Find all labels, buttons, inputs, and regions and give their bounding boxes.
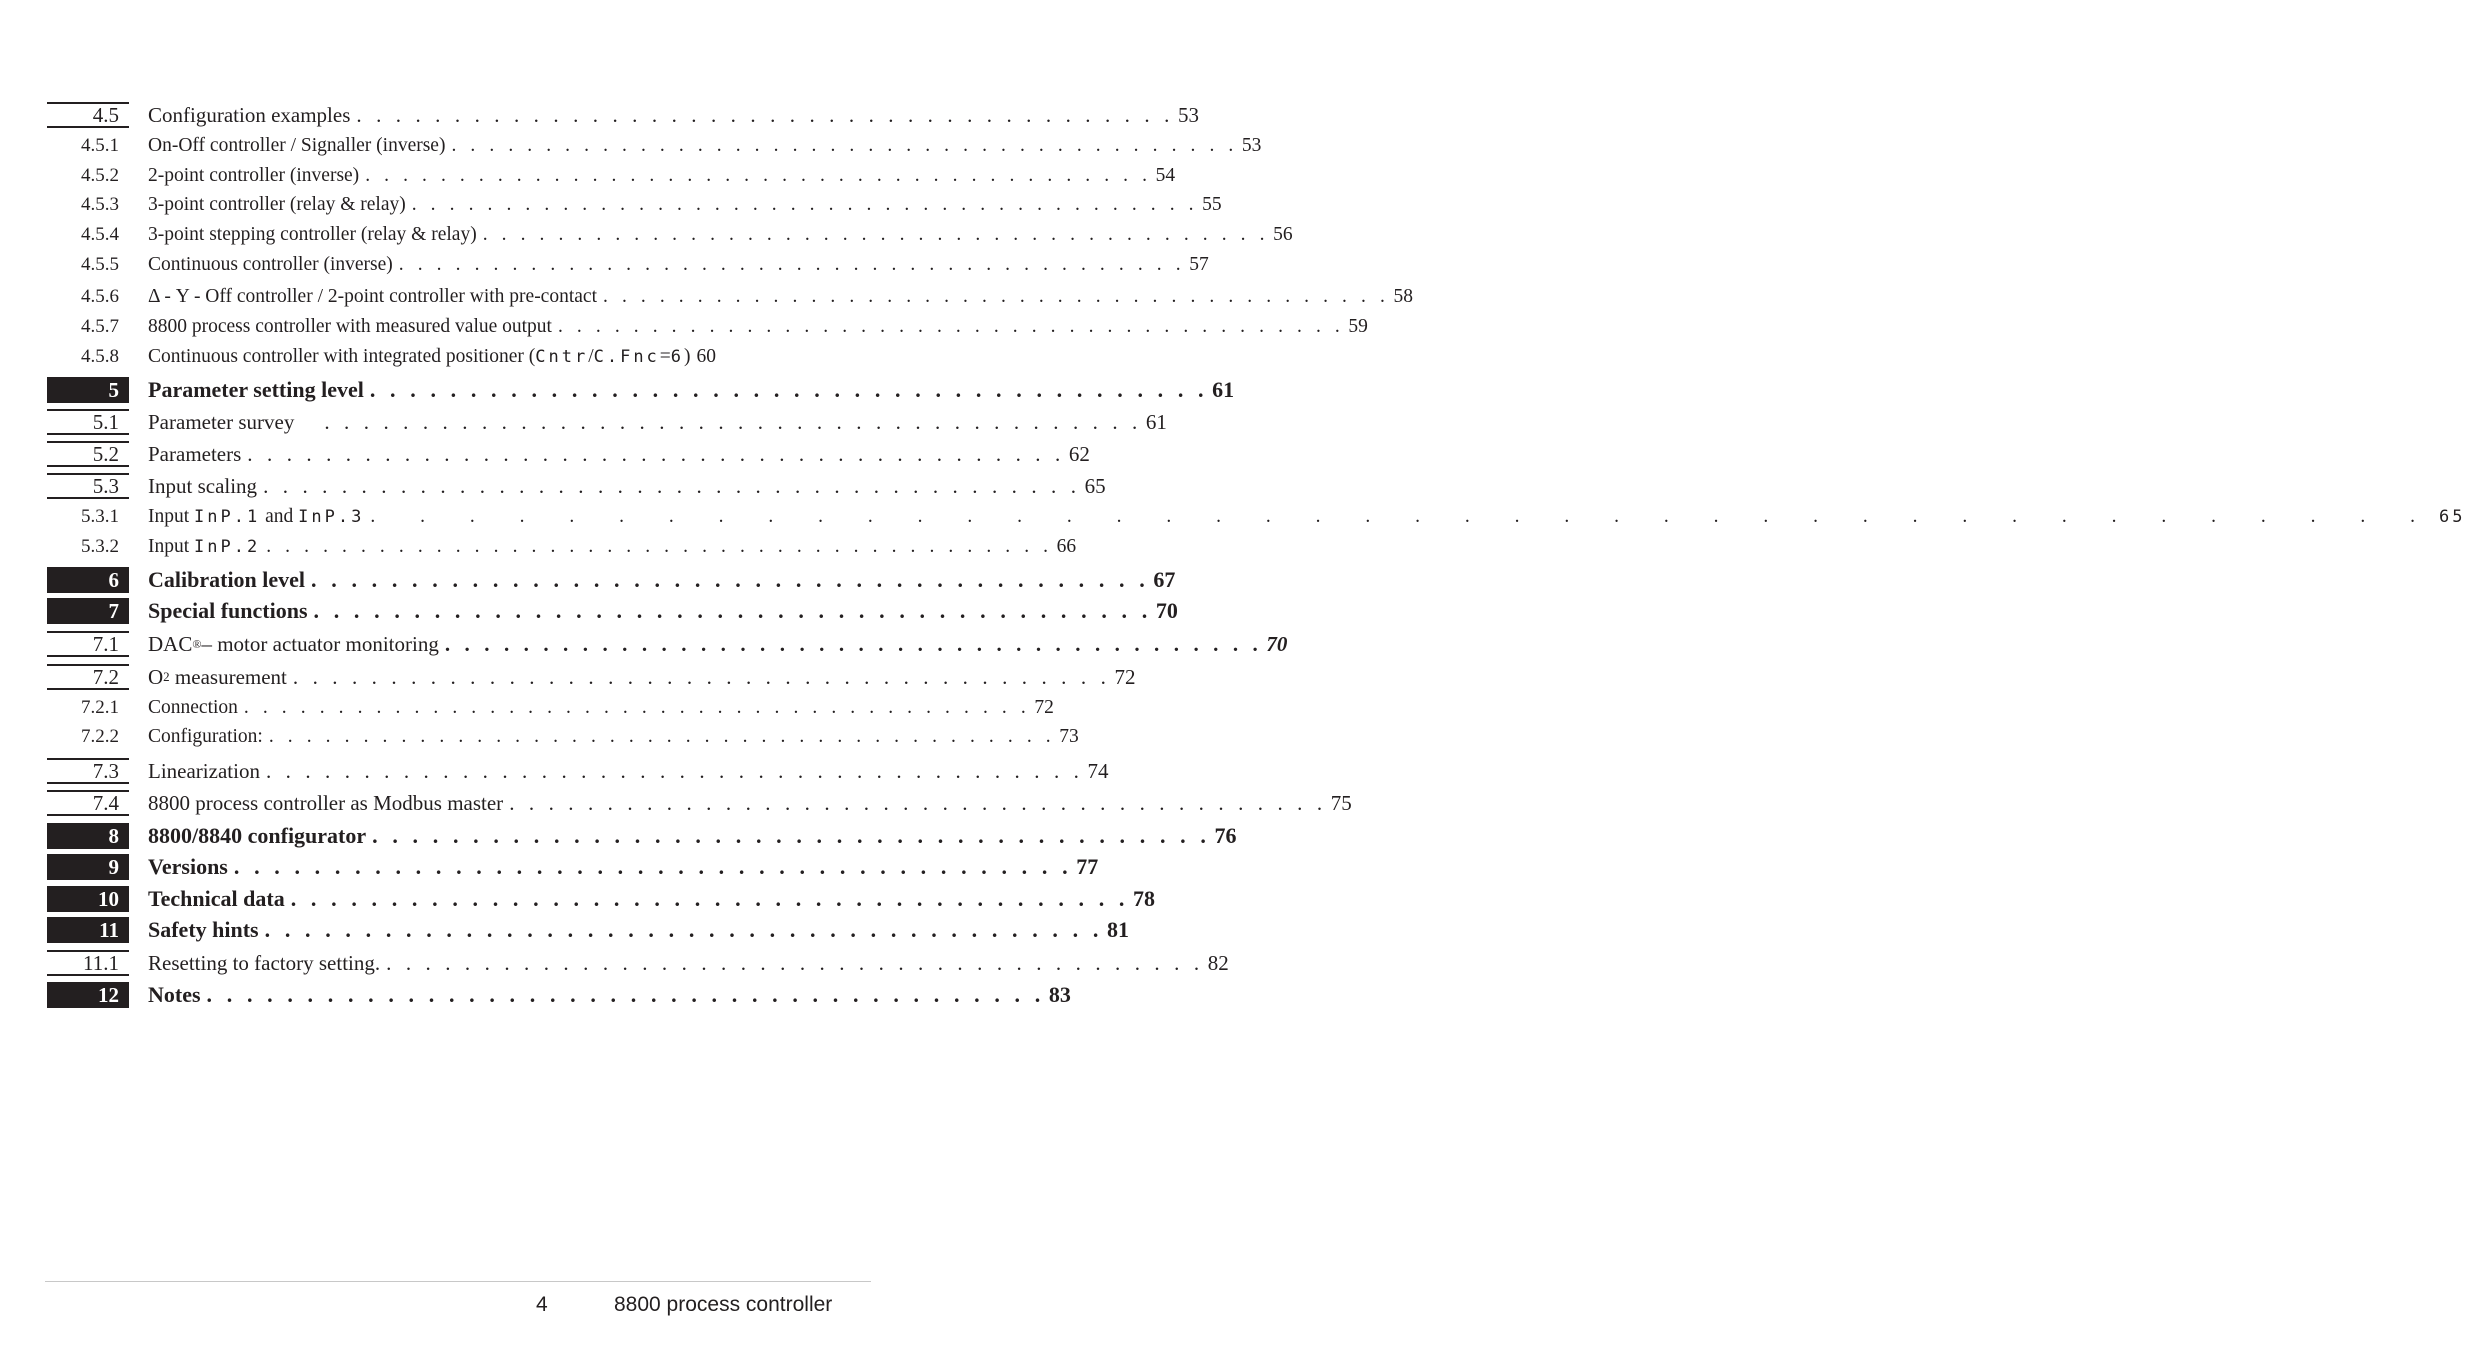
section-number: 7.2.2 [81, 726, 119, 747]
entry-title: Input scaling [148, 473, 258, 498]
toc-entry[interactable] [0, 471, 1106, 501]
entry-title: Connection [148, 697, 238, 718]
toc-entry[interactable] [0, 502, 2465, 532]
display-code-cntr: Cntr [535, 347, 589, 367]
chapter-number: 8 [47, 823, 129, 849]
dot-leader: . . . . . . . . . . . . . . . . . . . . . . . . . . . . . . . . . . . . . . . . . . [264, 917, 1103, 942]
registered-mark: ® [192, 636, 202, 651]
and-text: and [260, 506, 299, 527]
page-number: 82 [1207, 950, 1229, 975]
toc-chapter[interactable] [0, 821, 1237, 851]
entry-title: Linearization [148, 758, 260, 783]
page-number: 57 [1189, 254, 1209, 275]
chapter-number: 9 [47, 854, 129, 880]
chapter-number: 10 [47, 886, 129, 912]
chapter-number: 6 [47, 567, 129, 593]
entry-title: Configuration examples [148, 102, 351, 127]
dot-leader: . . . . . . . . . . . . . . . . . . . . . . . . . . . . . . . . . . . . . . . . . . [365, 165, 1152, 186]
dot-leader: . . . . . . . . . . . . . . . . . . . . . . . . . . . . . . . . . . . . . . . . . . [311, 567, 1150, 592]
dot-leader: . . . . . . . . . . . . . . . . . . . . . . . . . . . . . . . . . . . . . . . . . . [603, 286, 1390, 307]
entry-title: 8800 process controller with measured value output [148, 316, 552, 337]
section-number: 4.5.6 [81, 286, 119, 307]
toc-chapter[interactable] [0, 375, 1235, 405]
toc-entry[interactable] [0, 342, 954, 372]
entry-title: Continuous controller (inverse) [148, 254, 393, 275]
dot-leader: . . . . . . . . . . . . . . . . . . . . . . . . . . . . . . . . . . . . . . . . . . [398, 254, 1186, 275]
entry-title: Continuous controller with integrated positioner ( [148, 346, 536, 367]
dot-leader: . . . . . . . . . . . . . . . . . . . . . . . . . . . . . . . . . . . . . . . . . . [370, 506, 2435, 527]
page-number: 77 [1076, 854, 1099, 879]
page-number: 56 [1273, 224, 1293, 245]
section-number: 4.5.4 [81, 224, 119, 245]
toc-entry[interactable] [0, 250, 1209, 280]
page-number: 72 [1034, 697, 1054, 718]
dot-leader: . . . . . . . . . . . . . . . . . . . . . . . . . . . . . . . . . . . . . . . . . . [233, 854, 1073, 879]
subscript-2: 2 [163, 669, 170, 684]
page-number: 53 [1177, 102, 1199, 127]
entry-title: 3-point stepping controller (relay & relay) [148, 224, 477, 245]
page-number: 83 [1048, 982, 1071, 1007]
section-number: 5.1 [47, 409, 129, 435]
page-number: 58 [1393, 286, 1413, 307]
toc-chapter[interactable] [0, 852, 1099, 882]
chapter-number: 11 [47, 917, 129, 943]
entry-title: 3-point controller (relay & relay) [148, 194, 406, 215]
section-number: 11.1 [47, 950, 129, 976]
dot-leader: . . . . . . . . . . . . . . . . . . . . . . . . . . . . . . . . . . . . . . . . . . [386, 950, 1204, 975]
entry-title: 2-point controller (inverse) [148, 165, 360, 186]
toc-entry[interactable] [0, 220, 1293, 250]
entry-title: Technical data [148, 886, 285, 911]
dot-leader: . . . . . . . . . . . . . . . . . . . . . . . . . . . . . . . . . . . . . . . . . . [243, 697, 1031, 718]
page-number: 76 [1214, 823, 1237, 848]
dot-leader: . . . . . . . . . . . . . . . . . . . . . . . . . . . . . . . . . . . . . . . . . . [482, 224, 1270, 245]
toc-entry[interactable] [0, 722, 1079, 752]
dot-leader: . . . . . . . . . . . . . . . . . . . . . . . . . . . . . . . . . . . . . . . . . . [247, 441, 1065, 466]
page-number: 66 [1056, 536, 1077, 557]
section-number: 5.3.2 [81, 536, 119, 557]
toc-chapter[interactable] [0, 980, 1071, 1010]
entry-title: 8800 process controller as Modbus master [148, 790, 504, 815]
chapter-number: 12 [47, 982, 129, 1008]
toc-entry[interactable] [0, 312, 1368, 342]
toc-entry[interactable] [0, 282, 1413, 312]
toc-entry[interactable] [0, 662, 1136, 692]
entry-title: Safety hints [148, 917, 259, 942]
dot-leader: . . . . . . . . . . . . . . . . . . . . . . . . . . . . . . . . . . . . . . . . . . [451, 135, 1238, 156]
page-number: 55 [1202, 194, 1222, 215]
entry-title: Configuration: [148, 726, 263, 747]
page-number: 81 [1106, 917, 1129, 942]
toc-entry[interactable] [0, 788, 1352, 818]
section-number: 4.5.8 [81, 346, 119, 367]
page-number: 59 [1348, 316, 1368, 337]
page-number: 53 [1241, 135, 1262, 156]
toc-entry[interactable] [0, 693, 1054, 723]
toc-entry[interactable] [0, 948, 1229, 978]
entry-title: Notes [148, 982, 201, 1007]
page-number: 78 [1133, 886, 1156, 911]
dot-leader: . . . . . . . . . . . . . . . . . . . . . . . . . . . . . . . . . . . . . . . . . . [369, 377, 1209, 402]
section-number: 4.5.2 [81, 165, 119, 186]
dot-leader: . . . . . . . . . . . . . . . . . . . . . . . . . . . . . . . . . . . . . . . . . . [292, 664, 1111, 689]
page-number: 72 [1114, 664, 1136, 689]
page-number: 67 [1153, 567, 1176, 592]
toc-entry[interactable] [0, 439, 1090, 469]
entry-title: Parameters [148, 441, 242, 466]
entry-title: Calibration level [148, 567, 306, 592]
page-number: 54 [1155, 165, 1176, 186]
entry-title: Parameter setting level [148, 377, 364, 402]
chapter-number: 7 [47, 598, 129, 624]
chapter-number: 5 [47, 377, 129, 403]
entry-title: Special functions [148, 598, 308, 623]
toc-entry[interactable] [0, 190, 1222, 220]
dot-leader: . . . . . . . . . . . . . . . . . . . . . . . . . . . . . . . . . . . . . . . . . . [356, 102, 1174, 127]
entry-title: Input [148, 536, 195, 557]
section-number: 4.5.5 [81, 254, 119, 275]
section-number: 5.3 [47, 473, 129, 499]
section-number: 7.2 [47, 664, 129, 690]
page-number: 75 [1330, 790, 1352, 815]
toc-chapter[interactable] [0, 884, 1156, 914]
dot-leader: . . . . . . . . . . . . . . . . . . . . . . . . . . . . . . . . . . . . . . . . . . [509, 790, 1327, 815]
entry-title: Δ - Y - Off controller / 2-point controller with pre-contact [148, 286, 597, 307]
footer-page-number: 4 [536, 1293, 548, 1316]
page-number: 61 [1145, 409, 1167, 434]
section-number: 5.2 [47, 441, 129, 467]
page-number: 70 [1155, 598, 1178, 623]
entry-title: Parameter survey [148, 409, 295, 434]
dot-leader: . . . . . . . . . . . . . . . . . . . . . . . . . . . . . . . . . . . . . . . . . . [263, 473, 1081, 498]
dot-leader: . . . . . . . . . . . . . . . . . . . . . . . . . . . . . . . . . . . . . . . . . . [313, 598, 1152, 623]
toc-entry[interactable] [0, 131, 1262, 161]
display-code-inp2: InP.2 [194, 537, 261, 557]
toc-entry[interactable] [0, 629, 1288, 659]
section-number: 7.2.1 [81, 697, 119, 718]
toc-entry[interactable] [0, 407, 1167, 437]
entry-title-rest: measurement [169, 664, 287, 689]
dot-leader: . . . . . . . . . . . . . . . . . . . . . . . . . . . . . . . . . . . . . . . . . . [265, 758, 1084, 783]
toc-entry[interactable] [0, 100, 1199, 130]
dot-leader: . . . . . . . . . . . . . . . . . . . . . . . . . . . . . . . . . . . . . . . . . . [411, 194, 1199, 215]
section-number: 4.5.3 [81, 194, 119, 215]
separator-text: / [588, 346, 594, 367]
dot-leader: . . . . . . . . . . . . . . . . . . . . . . . . . . . . . . . . . . . . . . . . . . [324, 409, 1142, 434]
entry-title: Input [148, 506, 195, 527]
page-number: 74 [1087, 758, 1109, 783]
page-number: 65 [2438, 507, 2465, 527]
dot-leader: . . . . . . . . . . . . . . . . . . . . . . . . . . . . . . . . . . . . . . . . . . [290, 886, 1130, 911]
toc-chapter[interactable] [0, 596, 1178, 626]
section-number: 4.5.1 [81, 135, 119, 156]
section-number: 4.5 [47, 102, 129, 128]
dot-leader: . . . . . . . . . . . . . . . . . . . . . . . . . . . . . . . . . . . . . . . . . . [206, 982, 1045, 1007]
entry-title: O [148, 664, 164, 689]
page-number: 70 [1266, 631, 1288, 656]
toc-entry[interactable] [0, 161, 1176, 191]
entry-title: DAC [148, 631, 193, 656]
dot-leader: . . . . . . . . . . . . . . . . . . . . . . . . . . . . . . . . . . . . . . . . . . [557, 316, 1345, 337]
toc-chapter[interactable] [0, 915, 1129, 945]
section-number: 7.4 [47, 790, 129, 816]
section-number: 5.3.1 [81, 506, 119, 527]
entry-title: On-Off controller / Signaller (inverse) [148, 135, 446, 156]
dot-leader: . . . . . . . . . . . . . . . . . . . . . . . . . . . . . . . . . . . . . . . . . . [266, 536, 1053, 557]
entry-title: 8800/8840 configurator [148, 823, 367, 848]
page-number: 60 [696, 346, 717, 367]
dot-leader: . . . . . . . . . . . . . . . . . . . . . . . . . . . . . . . . . . . . . . . . . . [372, 823, 1211, 848]
entry-title: Resetting to factory setting. [148, 950, 381, 975]
page-number: 65 [1084, 473, 1106, 498]
equals-text: = [659, 346, 671, 367]
section-number: 4.5.7 [81, 316, 119, 337]
page-number: 61 [1212, 377, 1235, 402]
display-code-inp3: InP.3 [298, 507, 365, 527]
toc-chapter[interactable] [0, 565, 1176, 595]
entry-title: Versions [148, 854, 228, 879]
page-number: 62 [1068, 441, 1090, 466]
footer-document-title: 8800 process controller [614, 1293, 833, 1316]
close-paren: ) [684, 346, 691, 367]
dot-leader: . . . . . . . . . . . . . . . . . . . . . . . . . . . . . . . . . . . . . . . . . . [268, 726, 1056, 747]
page-number: 73 [1059, 726, 1079, 747]
section-number: 7.3 [47, 758, 129, 784]
dot-leader: . . . . . . . . . . . . . . . . . . . . . . . . . . . . . . . . . . . . . . . . . . [444, 631, 1263, 656]
footer-divider [45, 1281, 871, 1282]
display-code-value: 6 [670, 347, 685, 367]
toc-entry[interactable] [0, 532, 1077, 562]
display-code-inp1: InP.1 [194, 507, 261, 527]
toc-entry[interactable] [0, 756, 1109, 786]
entry-title-rest: – motor actuator monitoring [201, 631, 439, 656]
display-code-cfnc: C.Fnc [593, 347, 660, 367]
section-number: 7.1 [47, 631, 129, 657]
